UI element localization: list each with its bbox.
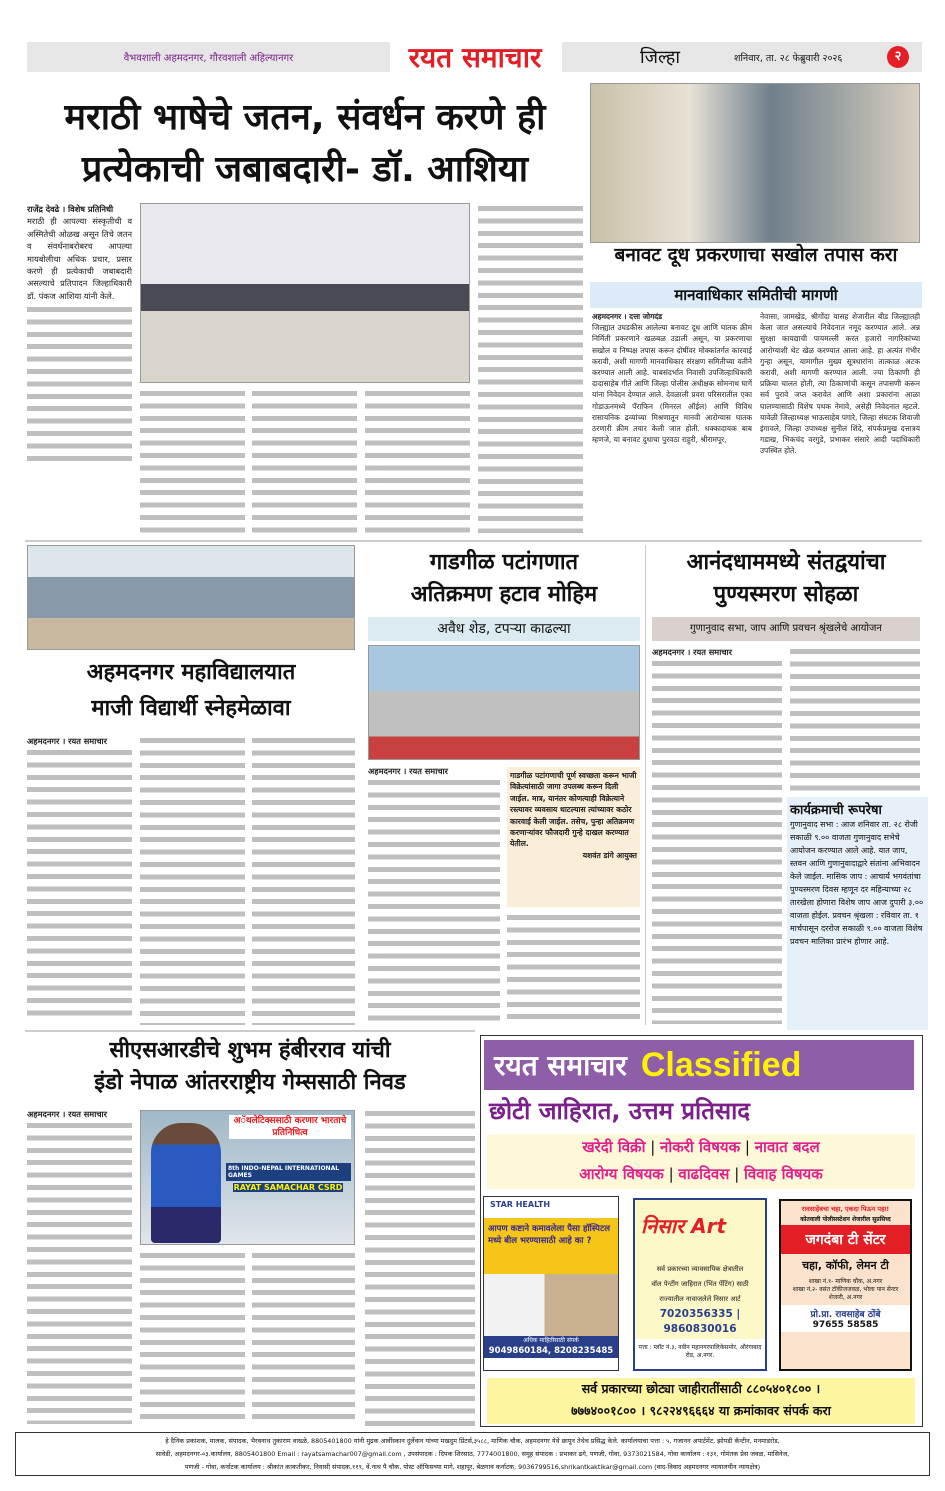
- issue-date: शनिवार, ता. २८ फेब्रुवारी २०२६: [734, 53, 843, 64]
- article3-headline-line1: अहमदनगर महाविद्यालयात: [86, 660, 296, 685]
- article5-headline-line1: आनंदधाममध्ये संतद्वयांचा: [686, 550, 886, 575]
- category-jobs[interactable]: नोकरी विषयक: [660, 1138, 741, 1156]
- ad-jagdamba-tea[interactable]: [779, 1199, 912, 1371]
- article5-subhead: गुणानुवाद सभा, जाप आणि प्रवचन श्रृंखलेचे आयोजन: [652, 617, 920, 641]
- article5-headline-line2: पुण्यस्मरण सोहळा: [713, 582, 859, 607]
- article4-photo: [368, 645, 640, 760]
- ad3-name: जगदंबा टी सेंटर: [781, 1225, 910, 1254]
- article5-col2-text: [790, 646, 920, 792]
- classified-title-bar: [484, 1040, 914, 1090]
- header-tagline: वैभवशाली अहमदनगर, गौरवशाली अहिल्यानगर: [123, 53, 294, 64]
- category-health[interactable]: आरोग्य विषयक: [579, 1165, 664, 1183]
- header-tagline-box: [27, 42, 390, 72]
- ad3-owner-box: [781, 1305, 910, 1332]
- article4-quote-author: यशवंत डांगे आयुक्त: [582, 850, 637, 860]
- article6-byline: अहमदनगर । रयत समाचार: [27, 1109, 107, 1119]
- article2-body-col1: जिल्ह्यात उघडकीस आलेल्या बनावट दूध आणि घातक क्रीम निर्मिती प्रकरणाने खळबळ उडाली असून, या प्रकरणाचा सखोल व निष्पक्ष तपास करून दोषींवर मोक्कांतर्गत कारवाई करावी, अशी मागणी मानवाधिकार संरक्षण समितीच्या वतीने करण्यात आली आहे. याबसंदर्भात निवासी उपजिल्हाधिकारी दादासाहेब गीते आणि जिल्हा पोलीस अधीक्षक सोमनाथ घार्गे यांना निवेदन देण्यात आले. देवळाली प्रवरा परिसरातील एका गोडाऊनमध्ये पॅराफिन (मिनरल ऑईल) आणि विविध रासायनिक द्रव्यांच्या मिश्रणातून मानवी आरोग्यास घातक ठरणारी क्रीम तयार केली जात होती. धक्कादायक बाब म्हणजे, या बनावट दुधाचा पुरवठा राहुरी, श्रीरामपूर,: [592, 323, 752, 445]
- program-box-body: गुणानुवाद सभा : आज शनिवार ता. २८ रोजी सकाळी ९.०० वाजता गुणानुवाद सभेचे आयोजन करण्यात आले आहे. यात जाप, स्तवन आणि गुणानुवादाद्वारे संतांना अभिवादन केले जाईल. मासिक जाप : आचार्य भगवंतांचा पुण्यस्मरण दिवस म्हणून दर महिन्याच्या २८ तारखेला होणारा विशेष जाप आज दुपारी ३.०० वाजता होईल. प्रवचन श्रृंखला : रविवार ता. १ मार्चपासून दररोज सकाळी ९.०० वाजता विशेष प्रवचन मालिका प्रारंभ होणार आहे.: [790, 820, 924, 946]
- article5-col1: [652, 646, 782, 1026]
- article3-col3-text: [252, 735, 355, 1025]
- article1-col3-text: [252, 388, 357, 533]
- ad3-location: कोतवाली पोलीसस्टेशन शेजारील सुप्रसिध्द: [800, 1216, 891, 1223]
- article1-body: मराठी ही आपल्या संस्कृतीची व अस्मितेची ओळख असून तिचे जतन व संवर्धनाबरोबरच आपल्या मायबोलीचा अधिक प्रचार, प्रसार करणे ही प्रत्येकाची जबाबदारी असल्याचे प्रतिपादन जिल्हाधिकारी डॉ. पंकज आशिया यांनी केले.: [27, 216, 132, 301]
- article4-headline-line2: अतिक्रमण हटाव मोहिम: [410, 582, 598, 607]
- article6-headline-line1: सीएसआरडीचे शुभम हंबीरराव यांची: [109, 1038, 391, 1063]
- article3-group-photo: [27, 545, 355, 650]
- masthead[interactable]: रयत समाचार: [408, 41, 542, 74]
- ad3-slogan: रावसाहेबचा चहा, एकदा पिऊन पहा!: [801, 1205, 890, 1213]
- nisar-art-logo: निसार Art: [635, 1200, 765, 1260]
- article1-col2-text: [140, 388, 245, 533]
- article1-col1: [27, 203, 132, 533]
- contact-line1: सर्व प्रकारच्या छोट्या जाहीरातींसाठी ८८०५४०१८०० ।: [581, 1381, 821, 1396]
- article6-col2-text: [140, 1250, 245, 1426]
- ad1-contact-label: अधिक माहितीसाठी संपर्क: [484, 1336, 618, 1344]
- photo-name-text: RAYAT SAMACHAR CSRD: [233, 1183, 343, 1192]
- article3-byline: अहमदनगर । रयत समाचार: [27, 736, 107, 746]
- ad-star-health[interactable]: [483, 1196, 619, 1371]
- classified-tagline: छोटी जाहिरात, उत्तम प्रतिसाद: [489, 1097, 751, 1125]
- article3-col2-text: [140, 735, 245, 1025]
- ad2-line2: वॉल पेन्टींग जाहिरात (भिंत पेंटिंग) साठी: [651, 1280, 749, 1288]
- article4-headline: [365, 547, 643, 611]
- imprint-footer: [15, 1432, 930, 1476]
- article6-col1: [27, 1108, 132, 1426]
- article2-col1: [592, 311, 752, 536]
- article5-byline: अहमदनगर । रयत समाचार: [652, 647, 732, 657]
- category-name-change[interactable]: नावात बदल: [754, 1138, 820, 1156]
- section-name: जिल्हा: [640, 47, 680, 68]
- classified-contact: [487, 1378, 915, 1424]
- program-box-title: कार्यक्रमाची रूपरेषा: [790, 803, 882, 818]
- article3-headline-line2: माजी विद्यार्थी स्नेहमेळावा: [91, 696, 291, 721]
- article2-byline: अहमदनगर । दत्ता जोगदंड: [592, 312, 663, 321]
- ad2-phones: 7020356335 | 9860830016: [659, 1308, 741, 1335]
- article6-headline: [25, 1035, 475, 1099]
- header-right-box: [562, 42, 922, 72]
- athlete-figure: [151, 1123, 221, 1243]
- article6-headline-line2: इंडो नेपाळ आंतरराष्ट्रीय गेम्ससाठी निवड: [94, 1070, 406, 1095]
- doctor-photo: [484, 1274, 618, 1336]
- article1-col4-text: [365, 388, 470, 533]
- ad3-owner: प्रो.प्रा. रावसाहेब ठोंबे: [810, 1310, 881, 1320]
- classified-title-english: Classified: [640, 1045, 802, 1084]
- ad2-text: [635, 1260, 765, 1339]
- article1-col5-text: [478, 203, 583, 533]
- classified-section: [480, 1035, 923, 1427]
- contact-line2: ७७७४००१८०० । ९८२२४९६६६४ या क्रमांकावर संपर्क करा: [571, 1403, 831, 1418]
- ad3-items: चहा, कॉफी, लेमन टी: [802, 1259, 889, 1272]
- article3-body: [27, 735, 132, 1025]
- article2-subhead: मानवाधिकार समितीची मागणी: [590, 282, 922, 308]
- category-buy-sell[interactable]: खरेदी विक्री: [582, 1138, 646, 1156]
- divider: [25, 540, 922, 542]
- ad2-address: पत्ता : प्लॉट नं.३, नवीन महानगरपालिकेसमोर, औरंगाबाद रोड, अ.नगर.: [638, 1344, 762, 1359]
- article5-headline: [650, 547, 922, 611]
- ad-nisar-art[interactable]: [633, 1198, 767, 1371]
- photo-banner-text: अॅथलेटिक्ससाठी करणार भारताचे प्रतिनिधित्व: [229, 1115, 351, 1139]
- footer-line2: सावेडी, अहमदनगर-०३.कार्यालय, 8805401800 Email : rayatsamachar007@gmail.com , उपसंपादक : दिपक शिरसाठ, 7774001800, समूह संपादक : प्रभाकर ढगे, पणजी, गोवा, 9373021584, गोवा कार्यालय : १३१, गोमंतक प्रेस जवळ, मांसिनेज,: [155, 1450, 790, 1458]
- photo-event-text: 8th INDO-NEPAL INTERNATIONAL GAMES: [226, 1163, 351, 1181]
- classified-title-marathi: रयत समाचार: [494, 1049, 627, 1082]
- article3-headline: [27, 655, 355, 727]
- category-marriage[interactable]: विवाह विषयक: [744, 1165, 823, 1183]
- article1-headline: मराठी भाषेचे जतन, संवर्धन करणे ही प्रत्येकाची जबाबदारी- डॉ. आशिया: [64, 97, 546, 190]
- program-box: [787, 797, 928, 1030]
- article4-quote-box: [507, 767, 640, 907]
- divider: [25, 1030, 475, 1032]
- ad3-phone: 97655 58585: [812, 1320, 879, 1330]
- ad3-branch1: शाखा नं.१- माणिक चौक, अ.नगर: [808, 1278, 883, 1285]
- article4-byline: अहमदनगर । रयत समाचार: [368, 766, 448, 776]
- category-birthday[interactable]: वाढदिवस: [678, 1165, 730, 1183]
- article6-photo: [140, 1110, 355, 1245]
- footer-line3: पणजी - गोवा, कर्नाटक कार्यालय : श्रीकांत काकतीकर, निवासी संपादक,११९, वें.नाथ पै चौक, पोस्ट ऑफिसच्या मागे, शहापूर, बेळगाव कर्नाटक, 9036799516,shrikantkaktikar@gmail.com (वाद-विवाद अहमदनगर न्यायालयीन न्यायक्षेत्र): [184, 1463, 761, 1471]
- article4-col1: [368, 765, 500, 1025]
- ad2-line3: राज्यातील नावाजलेले निसार आर्ट: [659, 1295, 741, 1303]
- article4-subhead: अवैध शेड, टपऱ्या काढल्या: [368, 617, 640, 641]
- article2-headline: बनावट दूध प्रकरणाचा सखोल तपास करा: [614, 244, 898, 266]
- article4-headline-line1: गाडगीळ पटांगणात: [429, 550, 579, 575]
- ad3-branch2: शाखा नं.२- वसंत टॉकीजजवळ, भोला पान सेन्टर शेजारी, अ.नगर: [792, 1286, 899, 1301]
- article1-top-photo: [590, 83, 920, 243]
- page-number-badge: २: [887, 46, 909, 68]
- article6-col4-text: [365, 1108, 475, 1426]
- article1-byline: राजेंद्र देवढे । विशेष प्रतिनिधी: [27, 204, 114, 214]
- article4-quote: गाडगीळ पटांगणाची पूर्ण स्वच्छता करून भाजी विक्रेत्यांसाठी जागा उपलब्ध करून दिली जाईल. मात्र, यानंतर कोणत्याही विक्रेत्याने रस्त्यावर व्यवसाय थाटल्यास त्यांच्यावर कठोर कारवाई केली जाईल. तसेच, पुन्हा अतिक्रमण करणाऱ्यांवर फौजदारी गुन्हे दाखल करण्यात येतील.: [510, 771, 637, 849]
- classified-categories: खरेदी विक्री | नोकरी विषयक | नावात बदल आरोग्य विषयक | वाढदिवस | विवाह विषयक: [487, 1134, 915, 1189]
- article4-col2-text: [507, 912, 640, 1025]
- divider: [645, 545, 646, 1025]
- ad2-line1: सर्व प्रकारच्या व्यावसायिक क्षेत्रातील: [656, 1265, 744, 1273]
- ad1-phones: 9049860184, 8208235485: [484, 1344, 618, 1358]
- ad1-text: आपण कष्टाने कमावलेला पैसा हॉस्पिटल मध्ये बील भरण्यासाठी आहे का ?: [484, 1218, 618, 1274]
- article6-col3-text: [252, 1250, 355, 1426]
- article2-col2: नेवासा, जामखेड, श्रीगोंदा यासह शेजारील बीड जिल्ह्यातही केला जात असल्याचे निवेदनात नमूद करण्यात आले. अन्न सुरक्षा कायद्याची पायमल्ली करत हजारो नागरिकांच्या आरोग्याशी थेट खेळ करण्यात आला आहे. हा अत्यंत गंभीर गुन्हा असून, यामागील मुख्य सूत्रधारांना तात्काळ अटक करावी, अशी मागणी करण्यात आली. ज्या ठिकाणी ही प्रक्रिया चालत होती, त्या ठिकाणांची कसून तपासणी करून सर्व पुरावे जप्त करावेत आणि अशा प्रकारांना आळा घालण्यासाठी विशेष पथक नेमावे, असेही निवेदनात म्हटले. यावेळी जिल्हाध्यक्ष भाऊसाहेब पगारे, जिल्हा संघटक शिवाजी इंगावले, जिल्हा उपाध्यक्ष सुनील शिंदे, संपर्कप्रमुख दत्तात्रय गडाख, भिकचंद वरगुडे, प्रभाकर संसारे आदी पदाधिकारी उपस्थित होते.: [760, 312, 920, 456]
- article1-event-photo: [140, 203, 470, 383]
- star-health-logo: STAR HEALTH: [490, 1200, 551, 1209]
- footer-line1: हे दैनिक प्रकाशक, मालक, संपादक, भैरवनाथ तुकाराम वाख्ळे, 8805401800 यांनी मुद्रक आर्वीस्कान दुर्लेवान यांच्या मखदुम प्रिंटर्स,३५८८, माणिक चौक, अहमदनगर येथे छापून तेथेच प्रसिद्ध केले. कार्यालयाचा पत्ता : ५, गजानन अपार्टमेंट, झोपडी कॅन्टीन, मनमाडरोड,: [165, 1437, 780, 1445]
